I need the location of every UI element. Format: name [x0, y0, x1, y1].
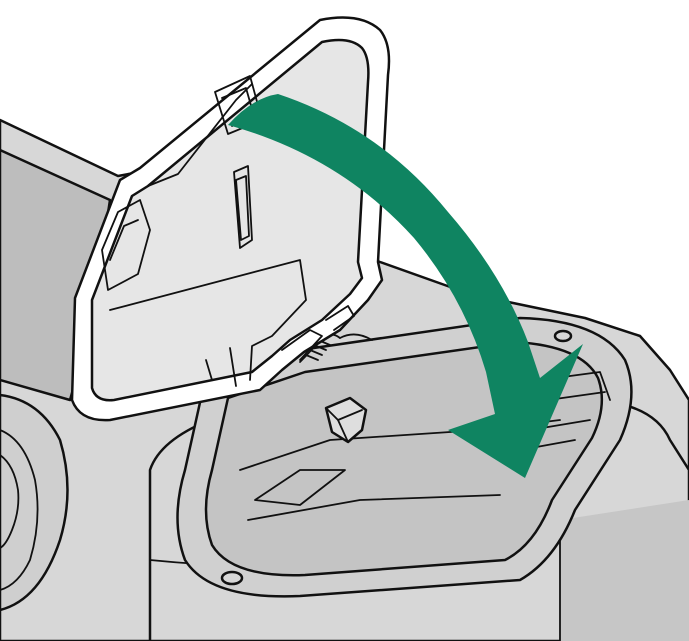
body-screw [222, 572, 242, 584]
camera-grip-shadow [560, 500, 689, 641]
